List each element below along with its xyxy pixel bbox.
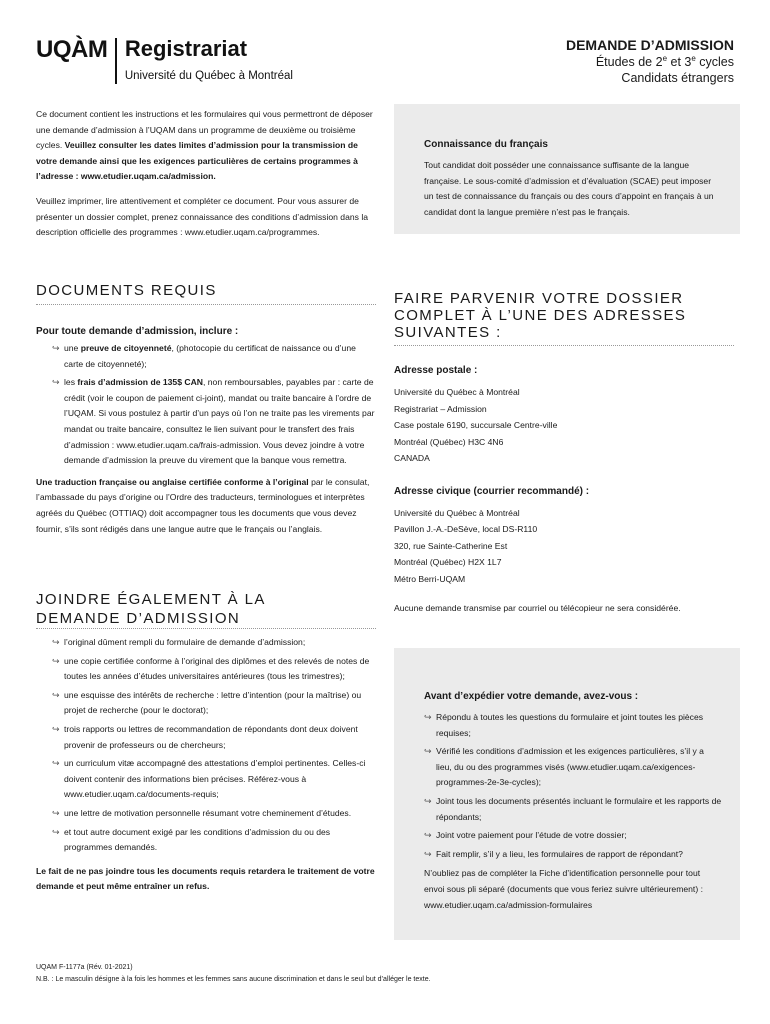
civic-address-title: Adresse civique (courrier recommandé) : bbox=[394, 485, 590, 497]
list-item: ↪ une copie certifiée conforme à l’original des diplômes et des relevés de notes de toutes les années d’études universitaires antérieures (tous les trimestres); bbox=[52, 655, 370, 682]
gender-note: N.B. : Le masculin désigne à la fois les hommes et les femmes sans aucune discrimination et dans le seul but d’alléger le texte. bbox=[36, 976, 431, 983]
university-name: Université du Québec à Montréal bbox=[124, 70, 293, 82]
logo-divider bbox=[115, 38, 117, 84]
arrow-bullet-icon: ↪ bbox=[424, 712, 432, 722]
send-file-section bbox=[394, 290, 734, 617]
list-item: ↪ Joint tous les documents présentés incluant le formulaire et les rapports de répondants; bbox=[424, 795, 722, 822]
incomplete-warning: Le fait de ne pas joindre tous les documents requis retardera le traitement de votre demande et peut même entraîner un refus. bbox=[36, 865, 375, 892]
required-documents-list bbox=[36, 341, 376, 469]
before-sending-title: Avant d’expédier votre demande, avez-vous : bbox=[424, 691, 639, 702]
postal-address: Université du Québec à Montréal Registrariat – Admission Case postale 6190, succursale Centre-ville Montréal (Québec) H3C 4N6 CANADA bbox=[394, 387, 558, 463]
join-documents-list bbox=[36, 635, 376, 856]
intro-paragraph-1: Ce document contient les instructions et les formulaires qui vous permettront de déposer une demande d’admission à l’UQAM dans un programme de deuxième ou troisième cycles. Veuillez consulter les dates limites d’admission pour la transmission de votre demande ainsi que les exigences particulières de certains programmes à l’adresse : www.etudier.uqam.ca/admission. bbox=[36, 109, 373, 182]
join-documents-section bbox=[36, 590, 376, 895]
document-subtitle: Études de 2e et 3e cycles bbox=[595, 53, 734, 69]
document-title-block bbox=[566, 36, 734, 86]
personal-id-reminder: N’oubliez pas de compléter la Fiche d’identification personnelle pour tout envoi sous pli séparé (documents que vous feriez suivre ultérieurement) : www.etudier.uqam.ca/admission-formulaires bbox=[424, 868, 703, 910]
uqam-logo bbox=[36, 36, 293, 84]
list-item: ↪ trois rapports ou lettres de recommandation de répondants dont deux doivent provenir de professeurs ou de chercheurs; bbox=[52, 723, 358, 750]
before-sending-checklist bbox=[424, 710, 722, 862]
arrow-bullet-icon: ↪ bbox=[52, 377, 60, 388]
french-knowledge-title: Connaissance du français bbox=[424, 139, 548, 150]
arrow-bullet-icon: ↪ bbox=[52, 723, 60, 734]
arrow-bullet-icon: ↪ bbox=[52, 689, 60, 700]
intro-paragraph-2: Veuillez imprimer, lire attentivement et compléter ce document. Pour vous assurer de présenter un dossier complet, prenez connaissance des conditions d’admission dans la description officielle des programmes : www.etudier.uqam.ca/programmes. bbox=[36, 195, 369, 238]
list-item: ↪ une preuve de citoyenneté, (photocopie du certificat de naissance ou d’une carte de citoyenneté); bbox=[52, 343, 356, 369]
list-item: ↪ une lettre de motivation personnelle résumant votre cheminement d’études. bbox=[52, 806, 376, 822]
list-item: ↪ un curriculum vitæ accompagné des attestations d’emploi pertinentes. Celles-ci doivent contenir des informations bien précises. Référez-vous à www.etudier.uqam.ca/documents-requis; bbox=[52, 758, 366, 800]
registrariat-label: Registrariat bbox=[124, 36, 248, 61]
arrow-bullet-icon: ↪ bbox=[52, 655, 60, 666]
arrow-bullet-icon: ↪ bbox=[52, 637, 60, 647]
no-email-note: Aucune demande transmise par courriel ou télécopieur ne sera considérée. bbox=[394, 603, 681, 613]
page-footer bbox=[36, 962, 736, 986]
arrow-bullet-icon: ↪ bbox=[424, 746, 432, 757]
form-code: UQAM F-1177a (Rév. 01-2021) bbox=[36, 964, 133, 971]
postal-address-title: Adresse postale : bbox=[394, 365, 478, 376]
list-item: ↪ Fait remplir, s’il y a lieu, les formulaires de rapport de répondant? bbox=[424, 847, 722, 863]
uqam-logo-mark: UQÀM bbox=[36, 36, 108, 63]
civic-address: Université du Québec à Montréal Pavillon J.-A.-DeSève, local DS-R110 320, rue Sainte-Catherine Est Montréal (Québec) H2X 1L7 Métro Berri-UQAM bbox=[394, 507, 538, 584]
document-title: DEMANDE D’ADMISSION bbox=[565, 37, 734, 53]
french-knowledge-box bbox=[394, 104, 740, 234]
send-file-heading: FAIRE PARVENIR VOTRE DOSSIER COMPLET À L’UNE DES ADRESSES SUIVANTES : bbox=[394, 290, 734, 346]
required-documents-heading: DOCUMENTS REQUIS bbox=[36, 282, 376, 305]
french-knowledge-text: Tout candidat doit posséder une connaissance suffisante de la langue française. Le sous-comité d’admission et d’évaluation (SCAE) peut imposer un test de connaissance du français ou des cours d’appoint en français à un candidat dont la langue première n’est pas le français. bbox=[424, 160, 714, 217]
list-item: ↪ Vérifié les conditions d’admission et les exigences particulières, s’il y a lieu, du ou des programmes visés (www.etudier.uqam.ca/exigences-programmes-2e-3e-cycles); bbox=[424, 746, 704, 788]
join-documents-heading: JOINDRE ÉGALEMENT À LA DEMANDE D’ADMISSION bbox=[36, 590, 376, 629]
document-subtitle-2: Candidats étrangers bbox=[621, 71, 734, 85]
intro-section bbox=[36, 107, 376, 241]
arrow-bullet-icon: ↪ bbox=[424, 848, 432, 859]
list-item: ↪ les frais d’admission de 135$ CAN, non remboursables, payables par : carte de crédit (voir le coupon de paiement ci-joint), mandat ou traite bancaire à l’ordre de l’UQAM. Si vous postulez à partir d’un pays où l’on ne traite pas les virements par mandat ou traite bancaire, consultez le lien suivant pour le transfert des frais d’admission : www.etudier.uqam.ca/frais-admission. Vous devez joindre à votre demande d’admission la preuve du virement que la banque vous remettra. bbox=[52, 377, 375, 466]
page-header bbox=[36, 36, 734, 96]
required-documents-subheading: Pour toute demande d’admission, inclure : bbox=[36, 326, 239, 337]
list-item: ↪ Joint votre paiement pour l’étude de votre dossier; bbox=[424, 828, 722, 844]
list-item: ↪ une esquisse des intérêts de recherche : lettre d’intention (pour la maîtrise) ou projet de recherche (pour le doctorat); bbox=[52, 689, 362, 716]
arrow-bullet-icon: ↪ bbox=[424, 830, 432, 841]
required-documents-section bbox=[36, 282, 376, 537]
translation-requirement: Une traduction française ou anglaise certifiée conforme à l’original par le consulat, l’ambassade du pays d’origine ou l’Ordre des traducteurs, terminologues et interprètes agréés du Québec (OTTIAQ) doit accompagner tous les documents que vous devez fournir, s’ils sont rédigés dans une langue autre que le français ou l’anglais. bbox=[36, 476, 370, 534]
list-item: ↪ l’original dûment rempli du formulaire de demande d’admission; bbox=[52, 635, 376, 651]
before-sending-box bbox=[394, 648, 740, 940]
arrow-bullet-icon: ↪ bbox=[52, 826, 60, 837]
arrow-bullet-icon: ↪ bbox=[52, 807, 60, 818]
arrow-bullet-icon: ↪ bbox=[52, 758, 60, 769]
arrow-bullet-icon: ↪ bbox=[52, 343, 60, 353]
list-item: ↪ et tout autre document exigé par les conditions d’admission du ou des programmes demandés. bbox=[52, 826, 331, 853]
logo-text bbox=[125, 36, 293, 84]
arrow-bullet-icon: ↪ bbox=[424, 795, 432, 806]
list-item: ↪ Répondu à toutes les questions du formulaire et joint toutes les pièces requises; bbox=[424, 712, 704, 738]
